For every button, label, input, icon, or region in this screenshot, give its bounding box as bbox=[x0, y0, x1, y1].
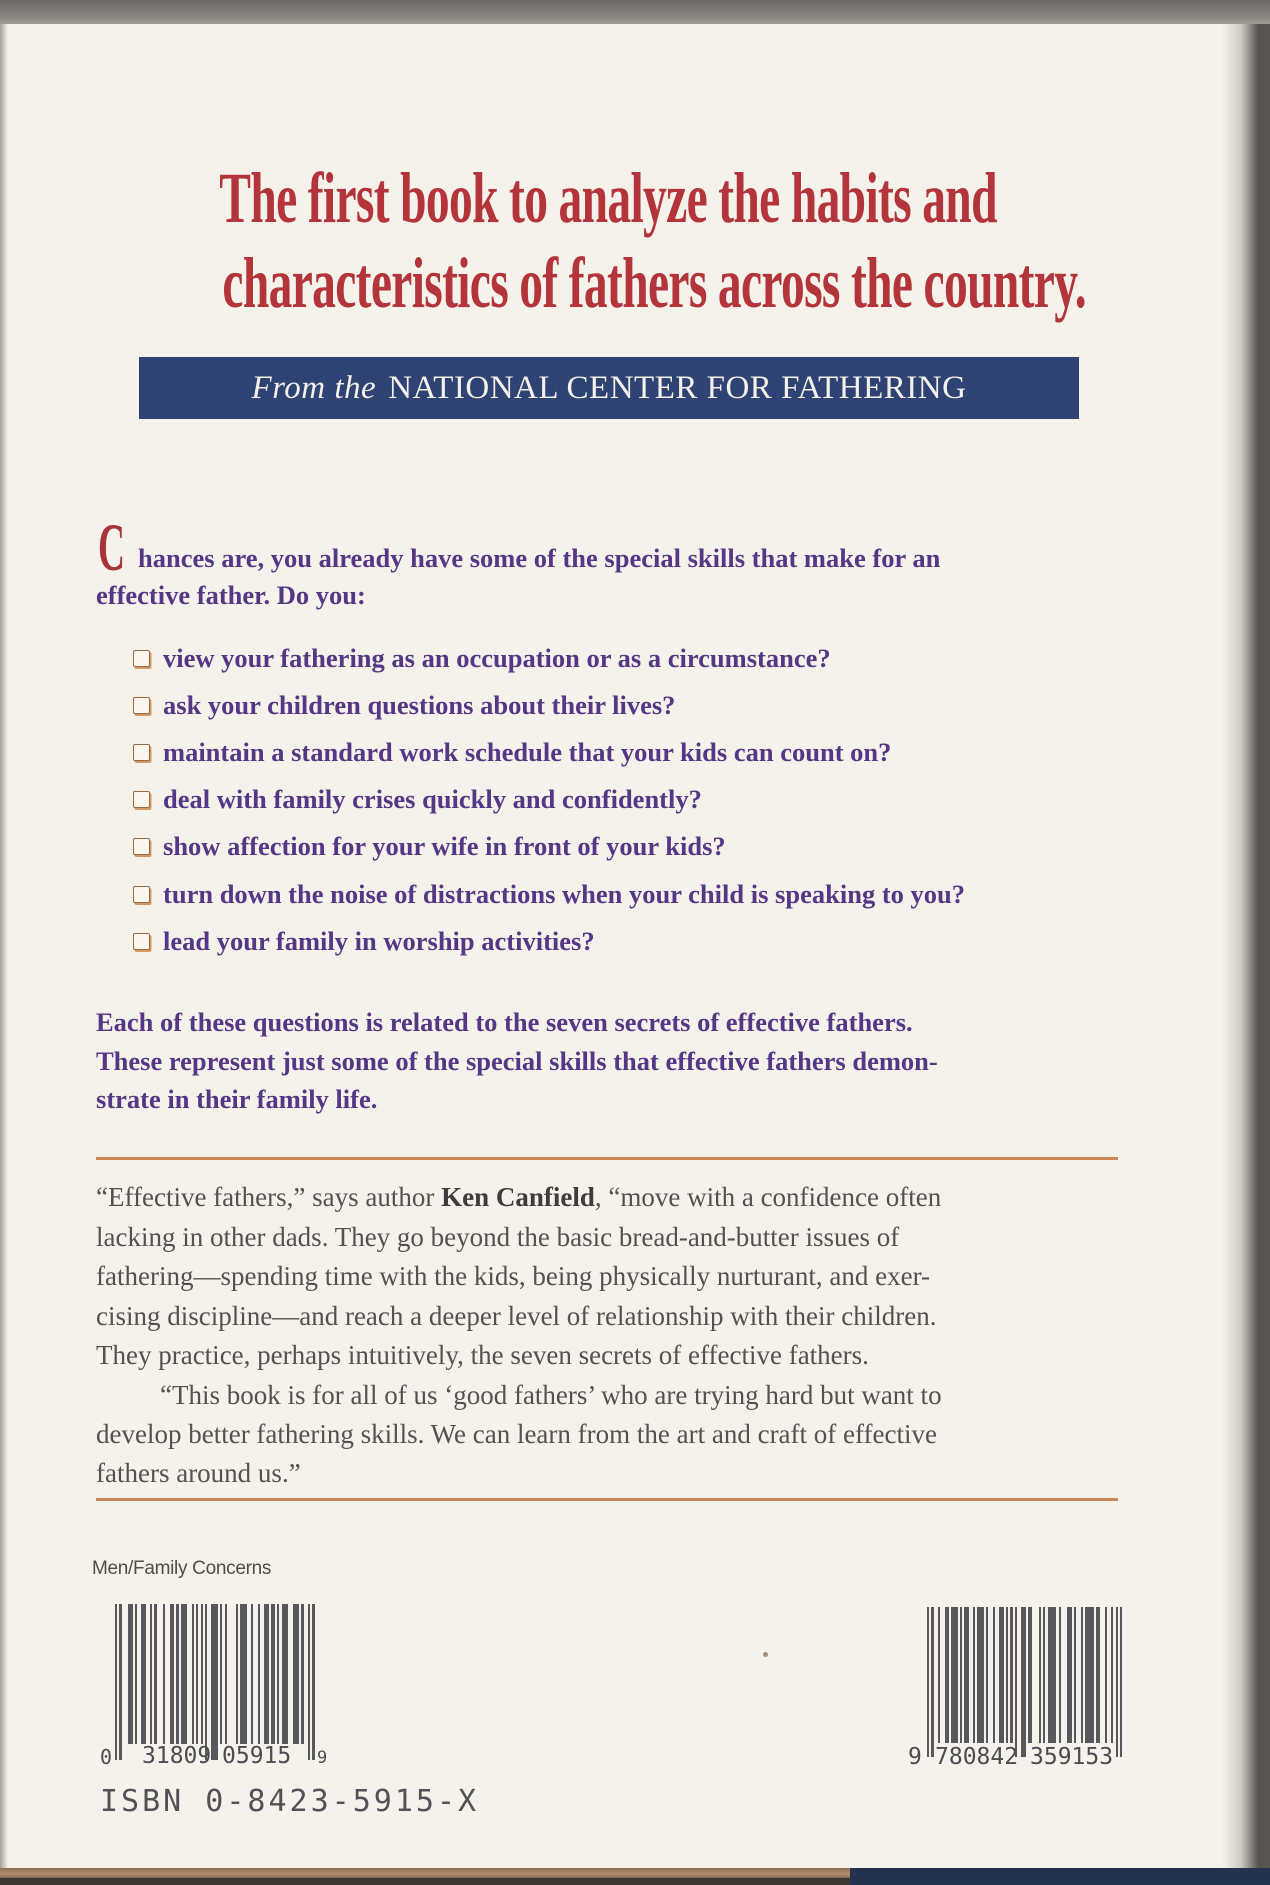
checkbox-icon[interactable] bbox=[133, 886, 150, 903]
checklist-item[interactable] bbox=[133, 783, 702, 815]
barcode-bar bbox=[1120, 1607, 1122, 1757]
checkbox-icon[interactable] bbox=[133, 933, 150, 950]
summary-line-2: These represent just some of the special skills that effective fathers demon- bbox=[96, 1046, 938, 1076]
checklist-item-label: turn down the noise of distractions when your child is speaking to you? bbox=[163, 878, 966, 909]
intro-line-1: hances are, you already have some of the special skills that make for an bbox=[138, 543, 941, 573]
quote-line-6: “This book is for all of us ‘good fathers’ who are trying hard but want to bbox=[160, 1380, 942, 1410]
checkbox-icon[interactable] bbox=[133, 744, 150, 761]
quote-line-5: They practice, perhaps intuitively, the seven secrets of effective fathers. bbox=[96, 1340, 869, 1370]
ean-barcode bbox=[927, 1607, 1122, 1757]
headline-text-2: characteristics of fathers across the country. bbox=[222, 243, 1086, 323]
board-edge bbox=[0, 1868, 850, 1878]
barcode-gap bbox=[157, 1604, 164, 1744]
checklist-item[interactable] bbox=[133, 642, 831, 674]
barcode-bar bbox=[181, 1604, 188, 1744]
checkbox-icon[interactable] bbox=[133, 697, 150, 714]
quote-line-2: lacking in other dads. They go beyond the basic bread-and-butter issues of bbox=[96, 1222, 900, 1252]
bottom-edge bbox=[0, 1868, 1270, 1885]
upc-right-digit: 9 bbox=[317, 1748, 328, 1768]
intro-line-2: effective father. Do you: bbox=[96, 580, 366, 610]
barcode-gap bbox=[122, 1604, 129, 1744]
summary-line-1: Each of these questions is related to the seven secrets of effective fathers. bbox=[96, 1007, 913, 1037]
barcode-bar bbox=[282, 1604, 289, 1744]
checklist-item-label: deal with family crises quickly and confidently? bbox=[163, 783, 702, 814]
quote-line-1-post: , “move with a confidence often bbox=[594, 1182, 942, 1212]
quote-line-4: cising discipline—and reach a deeper level of relationship with their children. bbox=[96, 1301, 937, 1331]
checklist-item-label: lead your family in worship activities? bbox=[163, 925, 595, 956]
summary-line-3: strate in their family life. bbox=[96, 1084, 378, 1114]
checklist-item[interactable] bbox=[133, 830, 726, 862]
board-shadow bbox=[0, 1878, 850, 1885]
checkbox-icon[interactable] bbox=[133, 650, 150, 667]
checklist-item-label: maintain a standard work schedule that your kids can count on? bbox=[163, 736, 892, 767]
ean-group-2: 359153 bbox=[1030, 1744, 1114, 1770]
checkbox-icon[interactable] bbox=[133, 838, 150, 855]
author-name: Ken Canfield bbox=[441, 1182, 595, 1212]
quote-line-8: fathers around us.” bbox=[96, 1458, 301, 1488]
checklist-item[interactable] bbox=[133, 689, 675, 721]
headline-line-2 bbox=[0, 243, 1216, 323]
top-edge bbox=[0, 0, 1270, 26]
speck bbox=[763, 1652, 768, 1657]
quote-line-1 bbox=[96, 1177, 941, 1217]
upc-group-1: 31809 bbox=[142, 1743, 212, 1769]
isbn-number: ISBN 0-8423-5915-X bbox=[100, 1784, 480, 1819]
upc-left-digit: 0 bbox=[100, 1745, 113, 1769]
barcode-gap bbox=[1061, 1607, 1068, 1743]
quote-line-1-pre: “Effective fathers,” says author bbox=[96, 1182, 442, 1212]
category-label: Men/Family Concerns bbox=[92, 1558, 272, 1579]
banner-prefix: From the bbox=[251, 369, 377, 406]
barcode-bar bbox=[951, 1607, 958, 1743]
checklist-item[interactable] bbox=[133, 736, 891, 768]
headline-line-1 bbox=[0, 158, 1216, 238]
checklist-item-label: show affection for your wife in front of your kids? bbox=[163, 830, 726, 861]
quote-line-3: fathering—spending time with the kids, being physically nurturant, and exer- bbox=[96, 1261, 931, 1291]
checklist-item[interactable] bbox=[133, 878, 965, 910]
ean-group-1: 780842 bbox=[935, 1744, 1019, 1770]
checklist-item[interactable] bbox=[133, 925, 595, 957]
barcode-bar bbox=[240, 1604, 247, 1744]
barcode-bar bbox=[1085, 1607, 1094, 1743]
barcode-bar bbox=[211, 1604, 218, 1760]
divider-bottom bbox=[96, 1498, 1118, 1501]
barcode-gap bbox=[1032, 1607, 1039, 1743]
publisher-banner bbox=[139, 357, 1079, 419]
barcode-bar bbox=[293, 1604, 300, 1744]
banner-organization: NATIONAL CENTER FOR FATHERING bbox=[388, 369, 967, 406]
divider-top bbox=[96, 1157, 1118, 1160]
barcode-bar bbox=[977, 1607, 984, 1743]
drop-cap: C bbox=[98, 509, 126, 585]
checklist-item-label: view your fathering as an occupation or as a circumstance? bbox=[163, 642, 831, 673]
checklist-item-label: ask your children questions about their lives? bbox=[163, 689, 676, 720]
barcode-bar bbox=[312, 1604, 314, 1760]
barcode-bar bbox=[1048, 1607, 1057, 1743]
barcode-gap bbox=[227, 1604, 236, 1744]
checkbox-icon[interactable] bbox=[133, 791, 150, 808]
ean-lead-digit: 9 bbox=[908, 1744, 922, 1770]
quote-line-7: develop better fathering skills. We can learn from the art and craft of effective bbox=[96, 1419, 937, 1449]
upc-barcode bbox=[115, 1604, 315, 1760]
headline-text-1: The first book to analyze the habits and bbox=[219, 158, 997, 238]
upc-group-2: 05915 bbox=[222, 1743, 292, 1769]
